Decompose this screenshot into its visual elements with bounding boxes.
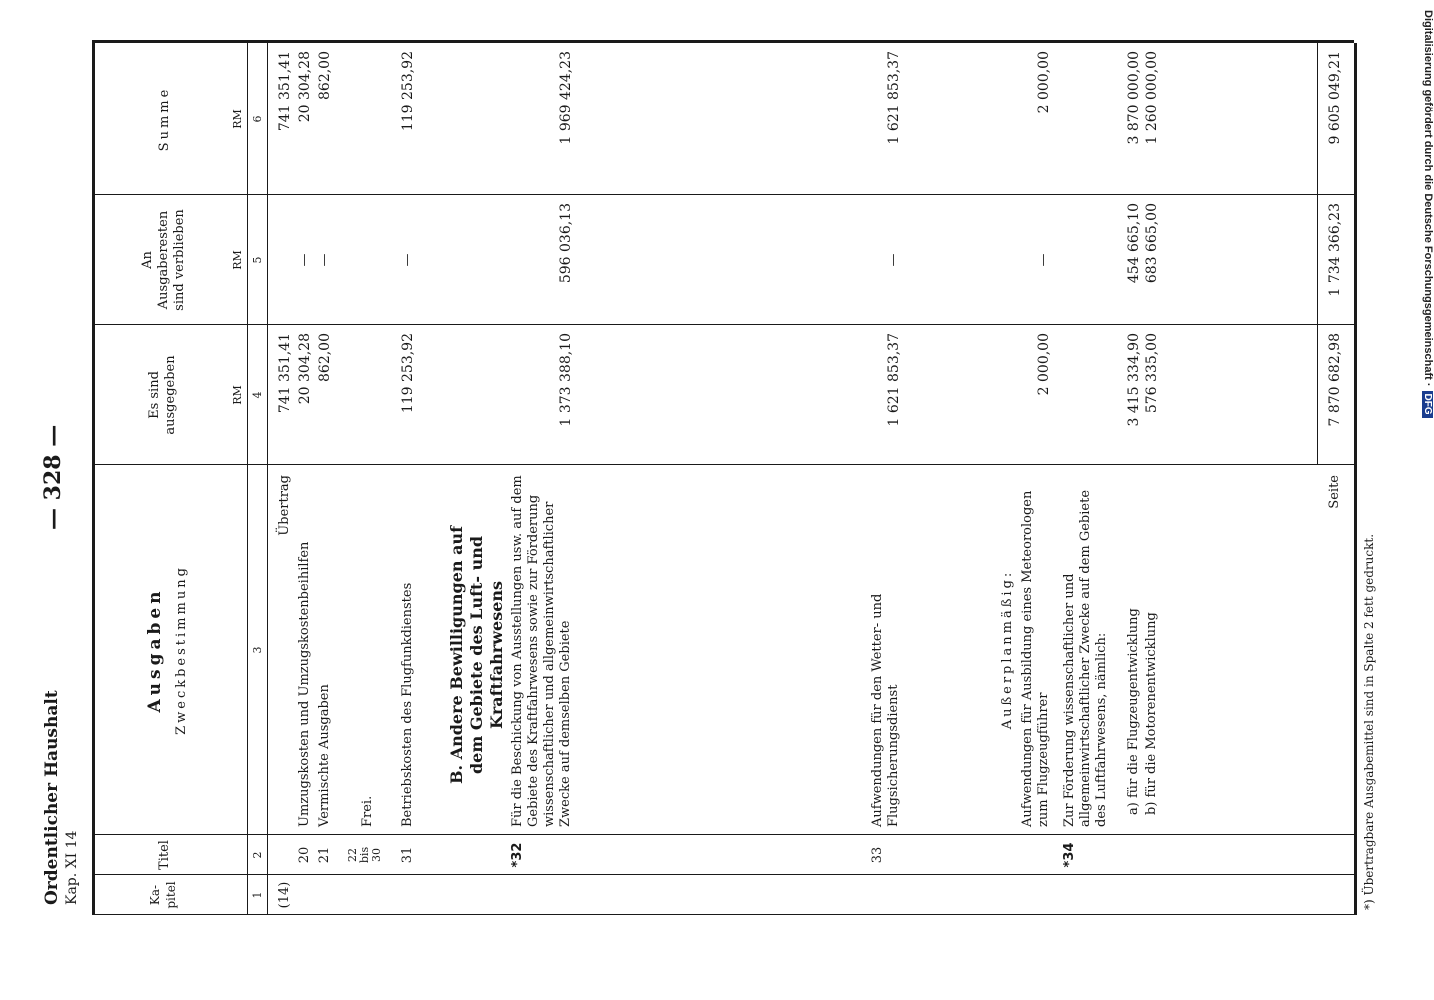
- row-32-col4: 1 373 388,10: [558, 333, 574, 427]
- unit-label-6: RM: [231, 109, 244, 129]
- row-22-text: Frei.: [360, 795, 375, 827]
- titel-22-30: 22 bis 30: [346, 846, 383, 864]
- col-number-2: 2: [251, 851, 264, 859]
- row-31-col5: —: [400, 253, 415, 267]
- col-number-4: 4: [251, 391, 264, 399]
- uebertrag-col4: 741 351,41: [277, 333, 293, 414]
- row-34a-text: a) für die Flugzeugentwicklung: [1126, 608, 1141, 815]
- total-rule: [1317, 43, 1318, 465]
- unit-label-5: RM: [231, 250, 244, 270]
- col-number-6: 6: [251, 115, 264, 123]
- titel-31: 31: [400, 846, 415, 864]
- section-b-heading: B. Andere Bewilligungen auf dem Gebiete des Luft- und Kraftfahrwesens: [447, 526, 506, 784]
- row-33-col5: —: [886, 253, 901, 267]
- row-31-text: Betriebskosten des Flugfunkdienstes: [400, 582, 415, 827]
- unit-label-4: RM: [231, 385, 244, 405]
- seite-col4: 7 870 682,98: [1327, 333, 1343, 427]
- col-divider-2: [92, 834, 1354, 835]
- digitization-credit-text: Digitalisierung gefördert durch die Deutsche Forschungsgemeinschaft ·: [1422, 10, 1434, 387]
- row-34b-text: b) für die Motorenentwicklung: [1144, 612, 1159, 815]
- budget-table: [92, 43, 1354, 915]
- ausserplanmaessig-heading: Außerplanmäßig:: [1000, 569, 1015, 730]
- page-header-title: Ordentlicher Haushalt: [42, 690, 62, 905]
- ausserplanmaessig-col4: 2 000,00: [1036, 333, 1052, 396]
- titel-20: 20: [297, 846, 312, 864]
- titel-33: 33: [870, 846, 885, 864]
- row-34a-col6: 3 870 000,00: [1126, 51, 1142, 145]
- uebertrag-label: Übertrag: [277, 475, 292, 536]
- col-header-zweckbestimmung: Zweckbestimmung: [174, 565, 189, 735]
- seite-col5: 1 734 366,23: [1327, 203, 1343, 297]
- row-20-col4: 20 304,28: [297, 333, 313, 405]
- col-header-titel: Titel: [157, 840, 172, 870]
- col-header-summe: Summe: [157, 86, 172, 152]
- table-top-rule: [92, 43, 95, 915]
- page-header-subtitle: Kap. XI 14: [64, 830, 80, 905]
- titel-21: 21: [317, 846, 332, 864]
- page-number: — 328 —: [40, 424, 66, 530]
- ausserplanmaessig-col5: —: [1036, 253, 1051, 267]
- row-21-col6: 862,00: [317, 51, 333, 100]
- row-31-col6: 119 253,92: [400, 51, 416, 132]
- row-31-col4: 119 253,92: [400, 333, 416, 414]
- titel-34: *34: [1062, 842, 1077, 868]
- kapitel-number: (14): [277, 881, 292, 909]
- header-rule: [247, 43, 248, 915]
- header-number-rule: [267, 43, 268, 915]
- dfg-logo: DFG: [1422, 391, 1433, 418]
- ausserplanmaessig-col6: 2 000,00: [1036, 51, 1052, 114]
- row-20-text: Umzugskosten und Umzugskostenbeihilfen: [297, 541, 312, 827]
- ausserplanmaessig-text: Aufwendungen für Ausbildung eines Meteorologen zum Flugzeugführer: [1020, 490, 1051, 827]
- row-21-col4: 862,00: [317, 333, 333, 382]
- row-34b-col6: 1 260 000,00: [1144, 51, 1160, 145]
- row-34-text: Zur Förderung wissenschaftlicher und allgemeinwirtschaftlicher Zwecke auf dem Gebiete des Luftfahrwesens, nämlich:: [1062, 489, 1109, 827]
- row-32-col5: 596 036,13: [558, 203, 574, 284]
- col-header-ausgegeben: Es sind ausgegeben: [147, 355, 178, 435]
- col-divider-4: [92, 324, 1354, 325]
- uebertrag-col6: 741 351,41: [277, 51, 293, 132]
- row-34b-col4: 576 335,00: [1144, 333, 1160, 414]
- row-33-text: Aufwendungen für den Wetter- und Flugsicherungsdienst: [870, 593, 901, 827]
- col-number-5: 5: [251, 256, 264, 264]
- col-header-ausgabereste: An Ausgaberesten sind verblieben: [140, 209, 187, 311]
- col-header-ausgaben: Ausgaben: [145, 587, 165, 713]
- col-number-1: 1: [251, 891, 264, 899]
- row-34a-col4: 3 415 334,90: [1126, 333, 1142, 427]
- row-33-col6: 1 621 853,37: [886, 51, 902, 145]
- row-34a-col5: 454 665,10: [1126, 203, 1142, 284]
- footnote: *) Übertragbare Ausgabemittel sind in Spalte 2 fett gedruckt.: [1362, 533, 1376, 910]
- col-divider-6: [92, 40, 1354, 43]
- row-32-text: Für die Beschickung von Ausstellungen usw. auf dem Gebiete des Kraftfahrwesens sowie zur Förderung wissenschaftlicher und allgemeinwirtschaftlicher Zwecke auf demselben Gebiete: [510, 475, 573, 827]
- row-20-col5: —: [297, 253, 312, 267]
- seite-col6: 9 605 049,21: [1327, 51, 1343, 145]
- row-21-col5: —: [317, 253, 332, 267]
- digitization-credit: [1422, 10, 1434, 418]
- row-33-col4: 1 621 853,37: [886, 333, 902, 427]
- col-number-3: 3: [251, 646, 264, 654]
- row-21-text: Vermischte Ausgaben: [317, 684, 332, 827]
- table-bottom-rule: [1354, 43, 1357, 915]
- titel-32: *32: [510, 842, 525, 868]
- row-32-col6: 1 969 424,23: [558, 51, 574, 145]
- col-header-kapitel: Ka- pitel: [148, 881, 178, 909]
- row-34b-col5: 683 665,00: [1144, 203, 1160, 284]
- seite-label: Seite: [1327, 475, 1342, 509]
- row-20-col6: 20 304,28: [297, 51, 313, 123]
